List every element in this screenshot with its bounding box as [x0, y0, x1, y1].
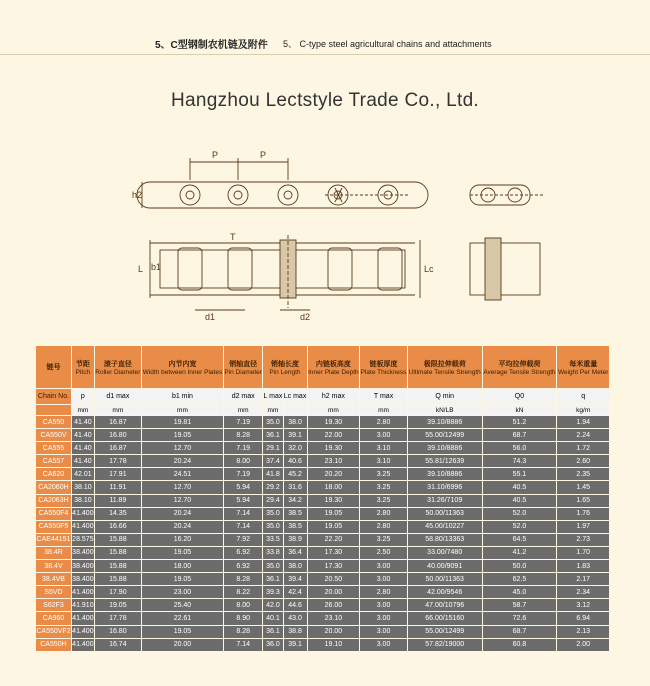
table-cell: 31.26/7109	[408, 495, 482, 507]
table-cell: 16.87	[95, 442, 141, 454]
chain-number-cell: CA550	[36, 416, 71, 428]
table-cell: 22.61	[142, 612, 223, 624]
table-cell: 58.7	[483, 599, 557, 611]
table-cell: 7.19	[224, 416, 262, 428]
table-cell: 8.22	[224, 586, 262, 598]
table-cell: 11.91	[95, 481, 141, 493]
table-row	[36, 481, 609, 493]
table-cell: 55.1	[483, 468, 557, 480]
table-cell: 15.88	[95, 534, 141, 546]
table-cell: 14.35	[95, 508, 141, 520]
table-cell: 22.20	[308, 534, 360, 546]
table-cell: 1.65	[557, 495, 609, 507]
table-cell: 7.19	[224, 468, 262, 480]
table-cell: 2.80	[360, 416, 407, 428]
table-row	[36, 626, 609, 638]
table-cell: 38.400	[72, 547, 94, 559]
table-cell: 3.25	[360, 495, 407, 507]
table-cell: 19.30	[308, 416, 360, 428]
symbol-cell: L max	[263, 389, 282, 404]
table-cell: 7.19	[224, 442, 262, 454]
table-cell: 8.28	[224, 573, 262, 585]
table-row	[36, 495, 609, 507]
table-cell: 3.10	[360, 455, 407, 467]
table-cell: 25.40	[142, 599, 223, 611]
company-name: Hangzhou Lectstyle Trade Co., Ltd.	[170, 90, 480, 111]
symbol-cell: Q min	[408, 389, 482, 404]
header-cell: 内节内宽 Width between Inner Plates	[142, 346, 223, 388]
table-cell: 40.5	[483, 481, 557, 493]
table-cell: 41.400	[72, 508, 94, 520]
table-row	[36, 468, 609, 480]
table-cell: 20.20	[308, 468, 360, 480]
chain-number-cell: 38.4VB	[36, 573, 71, 585]
table-cell: 41.400	[72, 626, 94, 638]
table-cell: 17.30	[308, 547, 360, 559]
unit-cell: kN	[483, 405, 557, 415]
table-cell: 1.97	[557, 521, 609, 533]
table-cell: 1.83	[557, 560, 609, 572]
chain-number-cell: CA550V	[36, 429, 71, 441]
unit-cell: mm	[360, 405, 407, 415]
table-cell: 2.80	[360, 521, 407, 533]
table-cell: 38.10	[72, 495, 94, 507]
table-cell: 39.3	[263, 586, 282, 598]
table-cell: 39.1	[284, 429, 307, 441]
table-cell: 2.35	[557, 468, 609, 480]
table-cell: 38.8	[284, 626, 307, 638]
plate-hole-2	[228, 185, 248, 205]
table-cell: 64.5	[483, 534, 557, 546]
table-cell: 22.00	[308, 429, 360, 441]
header-cell: 每米重量 Weight Per Meter	[557, 346, 609, 388]
table-cell: 29.1	[263, 442, 282, 454]
label-d2: d2	[300, 312, 311, 322]
table-cell: 2.00	[557, 639, 609, 651]
label-t: T	[230, 232, 236, 242]
table-cell: 23.10	[308, 612, 360, 624]
end-view-body	[470, 243, 540, 295]
table-cell: 1.45	[557, 481, 609, 493]
table-symbol-row	[36, 389, 609, 404]
table-cell: 68.7	[483, 429, 557, 441]
chain-number-cell: CA550F5	[36, 521, 71, 533]
table-cell: 36.1	[263, 626, 282, 638]
table-cell: 3.00	[360, 599, 407, 611]
table-cell: 38.5	[284, 521, 307, 533]
label-pitch-1: P	[212, 150, 219, 160]
unit-cell: kN/LB	[408, 405, 482, 415]
table-cell: 5.94	[224, 495, 262, 507]
chain-technical-drawing	[0, 140, 650, 340]
table-cell: 6.92	[224, 560, 262, 572]
table-cell: 50.00/11363	[408, 508, 482, 520]
table-cell: 28.575	[72, 534, 94, 546]
table-row	[36, 560, 609, 572]
table-row	[36, 612, 609, 624]
table-cell: 41.40	[72, 442, 94, 454]
header-english-title: 5、 C-type steel agricultural chains and attachments	[283, 39, 492, 49]
table-cell: 2.50	[360, 547, 407, 559]
table-cell: 15.88	[95, 547, 141, 559]
table-cell: 74.3	[483, 455, 557, 467]
table-cell: 16.80	[95, 429, 141, 441]
table-cell: 39.4	[284, 573, 307, 585]
label-b1: b1	[151, 262, 162, 272]
chain-number-cell: CAE44151	[36, 534, 71, 546]
table-cell: 3.25	[360, 534, 407, 546]
chain-spec-table	[35, 345, 610, 652]
table-cell: 20.50	[308, 573, 360, 585]
table-cell: 31.6	[284, 481, 307, 493]
table-cell: 1.72	[557, 442, 609, 454]
table-cell: 15.88	[95, 560, 141, 572]
table-cell: 8.28	[224, 626, 262, 638]
table-cell: 55.00/12499	[408, 429, 482, 441]
table-cell: 19.30	[308, 495, 360, 507]
header-cell: 销轴长度 Pin Length	[263, 346, 306, 388]
table-cell: 19.05	[308, 521, 360, 533]
table-cell: 41.2	[483, 547, 557, 559]
table-cell: 7.14	[224, 521, 262, 533]
table-row	[36, 429, 609, 441]
unit-cell: mm	[308, 405, 360, 415]
chain-number-cell: CA2060H	[36, 481, 71, 493]
header-chinese-title: 5、C型钢制农机链及附件	[155, 40, 268, 51]
table-cell: 17.78	[95, 455, 141, 467]
table-cell: 3.12	[557, 599, 609, 611]
table-cell: 1.70	[557, 547, 609, 559]
table-cell: 55.00/12499	[408, 626, 482, 638]
table-cell: 38.0	[284, 560, 307, 572]
table-cell: 40.5	[483, 495, 557, 507]
table-cell: 12.70	[142, 442, 223, 454]
table-cell: 38.5	[284, 508, 307, 520]
table-cell: 7.14	[224, 639, 262, 651]
table-cell: 3.00	[360, 560, 407, 572]
table-cell: 23.10	[308, 455, 360, 467]
table-row	[36, 586, 609, 598]
header-cell: 链板厚度 Plate Thickness	[360, 346, 407, 388]
chain-number-cell: CA550F4	[36, 508, 71, 520]
table-cell: 3.00	[360, 612, 407, 624]
table-cell: 50.00/11363	[408, 573, 482, 585]
label-h2: h2	[132, 190, 143, 200]
chain-number-cell: CA960	[36, 612, 71, 624]
table-cell: 31.10/6996	[408, 481, 482, 493]
table-cell: 5.94	[224, 481, 262, 493]
table-cell: 19.05	[142, 626, 223, 638]
chain-number-cell: CA550H	[36, 639, 71, 651]
chain-number-cell: CA2063H	[36, 495, 71, 507]
table-cell: 24.51	[142, 468, 223, 480]
table-cell: 17.91	[95, 468, 141, 480]
symbol-cell: q	[557, 389, 609, 404]
table-cell: 29.2	[263, 481, 282, 493]
table-cell: 18.00	[308, 481, 360, 493]
table-cell: 43.0	[284, 612, 307, 624]
table-cell: 42.0	[263, 599, 282, 611]
unit-cell	[36, 405, 71, 415]
table-cell: 2.80	[360, 508, 407, 520]
table-cell: 19.05	[308, 508, 360, 520]
unit-cell: kg/m	[557, 405, 609, 415]
table-cell: 41.8	[263, 468, 282, 480]
table-cell: 3.00	[360, 626, 407, 638]
table-cell: 3.25	[360, 481, 407, 493]
table-cell: 16.74	[95, 639, 141, 651]
table-cell: 20.24	[142, 521, 223, 533]
table-cell: 51.2	[483, 416, 557, 428]
table-cell: 19.81	[142, 416, 223, 428]
unit-cell: mm	[95, 405, 141, 415]
table-cell: 32.0	[284, 442, 307, 454]
table-cell: 58.80/13363	[408, 534, 482, 546]
table-cell: 38.10	[72, 481, 94, 493]
table-cell: 12.70	[142, 481, 223, 493]
table-row	[36, 455, 609, 467]
table-cell: 41.400	[72, 639, 94, 651]
table-row	[36, 508, 609, 520]
table-cell: 11.89	[95, 495, 141, 507]
label-d1: d1	[205, 312, 216, 322]
plate-hole-1	[180, 185, 200, 205]
table-cell: 44.6	[284, 599, 307, 611]
table-cell: 23.00	[142, 586, 223, 598]
table-cell: 41.40	[72, 429, 94, 441]
table-cell: 42.4	[284, 586, 307, 598]
header-cell: 节距 Pitch	[72, 346, 94, 388]
table-cell: 40.1	[263, 612, 282, 624]
section-header	[0, 0, 650, 78]
table-cell: 2.34	[557, 586, 609, 598]
table-cell: 2.17	[557, 573, 609, 585]
table-cell: 33.8	[263, 547, 282, 559]
table-cell: 72.6	[483, 612, 557, 624]
symbol-cell: d1 max	[95, 389, 141, 404]
table-cell: 38.400	[72, 573, 94, 585]
symbol-cell: T max	[360, 389, 407, 404]
table-cell: 40.00/9091	[408, 560, 482, 572]
table-cell: 47.00/10796	[408, 599, 482, 611]
table-cell: 16.87	[95, 416, 141, 428]
table-cell: 41.400	[72, 586, 94, 598]
unit-cell	[284, 405, 307, 415]
symbol-cell: d2 max	[224, 389, 262, 404]
header-cell: 极限拉伸载荷 Ultimate Tensile Strength	[408, 346, 482, 388]
table-header-row	[36, 346, 609, 388]
chain-number-cell: CA555	[36, 442, 71, 454]
table-cell: 68.7	[483, 626, 557, 638]
symbol-cell: b1 min	[142, 389, 223, 404]
table-cell: 36.1	[263, 429, 282, 441]
symbol-cell: Lc max	[284, 389, 307, 404]
table-cell: 3.00	[360, 639, 407, 651]
table-cell: 20.24	[142, 508, 223, 520]
table-cell: 2.13	[557, 626, 609, 638]
chain-number-cell: CA557	[36, 455, 71, 467]
symbol-cell: p	[72, 389, 94, 404]
table-cell: 33.00/7480	[408, 547, 482, 559]
table-cell: 41.40	[72, 416, 94, 428]
table-cell: 16.20	[142, 534, 223, 546]
table-cell: 33.5	[263, 534, 282, 546]
table-cell: 55.81/12639	[408, 455, 482, 467]
symbol-cell: Chain No.	[36, 389, 71, 404]
table-cell: 42.01	[72, 468, 94, 480]
table-row	[36, 442, 609, 454]
table-cell: 16.80	[95, 626, 141, 638]
table-cell: 19.05	[95, 599, 141, 611]
table-cell: 41.400	[72, 612, 94, 624]
table-cell: 35.0	[263, 560, 282, 572]
table-cell: 40.6	[284, 455, 307, 467]
table-row	[36, 547, 609, 559]
table-cell: 19.10	[308, 639, 360, 651]
table-cell: 56.0	[483, 442, 557, 454]
table-unit-row	[36, 405, 609, 415]
table-cell: 26.00	[308, 599, 360, 611]
table-cell: 38.0	[284, 416, 307, 428]
table-cell: 3.10	[360, 442, 407, 454]
unit-cell: mm	[72, 405, 94, 415]
table-cell: 45.2	[284, 468, 307, 480]
table-cell: 38.400	[72, 560, 94, 572]
table-cell: 19.05	[142, 429, 223, 441]
label-l: L	[138, 264, 144, 274]
chain-number-cell: 38.4R	[36, 547, 71, 559]
table-cell: 6.94	[557, 612, 609, 624]
table-cell: 36.1	[263, 573, 282, 585]
table-cell: 66.00/15160	[408, 612, 482, 624]
header-cell: 滚子直径 Roller Diameter	[95, 346, 141, 388]
table-cell: 17.30	[308, 560, 360, 572]
table-cell: 50.0	[483, 560, 557, 572]
table-cell: 15.88	[95, 573, 141, 585]
chain-number-cell: S5VD	[36, 586, 71, 598]
table-cell: 42.00/9546	[408, 586, 482, 598]
table-cell: 20.00	[142, 639, 223, 651]
table-cell: 35.0	[263, 521, 282, 533]
plate-hole-3	[278, 185, 298, 205]
table-cell: 3.00	[360, 429, 407, 441]
table-row	[36, 573, 609, 585]
table-cell: 3.25	[360, 468, 407, 480]
chain-number-cell: 38.4V	[36, 560, 71, 572]
table-cell: 19.05	[142, 547, 223, 559]
table-cell: 41.910	[72, 599, 94, 611]
table-cell: 52.0	[483, 521, 557, 533]
table-row	[36, 534, 609, 546]
table-cell: 57.82/19000	[408, 639, 482, 651]
unit-cell: mm	[142, 405, 223, 415]
table-cell: 8.28	[224, 429, 262, 441]
table-cell: 39.10/8886	[408, 442, 482, 454]
header-cell: 销轴直径 Pin Diameter	[224, 346, 262, 388]
table-cell: 39.1	[284, 639, 307, 651]
table-cell: 3.00	[360, 573, 407, 585]
header-cell: 链号	[36, 346, 71, 388]
header-cell: 内链板高度 Inner Plate Depth	[308, 346, 360, 388]
table-cell: 8.00	[224, 599, 262, 611]
table-cell: 2.24	[557, 429, 609, 441]
table-row	[36, 639, 609, 651]
table-cell: 8.00	[224, 455, 262, 467]
table-cell: 7.14	[224, 508, 262, 520]
table-cell: 20.24	[142, 455, 223, 467]
chain-number-cell: CA620	[36, 468, 71, 480]
table-cell: 17.90	[95, 586, 141, 598]
table-cell: 1.94	[557, 416, 609, 428]
table-cell: 7.92	[224, 534, 262, 546]
unit-cell: mm	[263, 405, 282, 415]
table-cell: 1.76	[557, 508, 609, 520]
table-cell: 36.0	[263, 639, 282, 651]
unit-cell: mm	[224, 405, 262, 415]
table-cell: 45.0	[483, 586, 557, 598]
table-cell: 6.92	[224, 547, 262, 559]
table-cell: 38.9	[284, 534, 307, 546]
table-cell: 19.05	[142, 573, 223, 585]
table-row	[36, 416, 609, 428]
symbol-cell: Q0	[483, 389, 557, 404]
table-cell: 34.2	[284, 495, 307, 507]
label-pitch-2: P	[260, 150, 267, 160]
table-cell: 45.00/10227	[408, 521, 482, 533]
table-cell: 39.10/8886	[408, 416, 482, 428]
table-cell: 35.0	[263, 508, 282, 520]
table-cell: 20.00	[308, 626, 360, 638]
table-cell: 41.40	[72, 455, 94, 467]
table-cell: 17.78	[95, 612, 141, 624]
chain-number-cell: S62F3	[36, 599, 71, 611]
symbol-cell: h2 max	[308, 389, 360, 404]
table-cell: 2.80	[360, 586, 407, 598]
table-cell: 18.00	[142, 560, 223, 572]
chain-number-cell: CA550VF2	[36, 626, 71, 638]
table-cell: 29.4	[263, 495, 282, 507]
table-row	[36, 599, 609, 611]
table-cell: 41.400	[72, 521, 94, 533]
table-cell: 35.0	[263, 416, 282, 428]
table-cell: 36.4	[284, 547, 307, 559]
table-cell: 62.5	[483, 573, 557, 585]
table-cell: 60.8	[483, 639, 557, 651]
table-cell: 12.70	[142, 495, 223, 507]
table-cell: 52.0	[483, 508, 557, 520]
table-row	[36, 521, 609, 533]
table-cell: 2.60	[557, 455, 609, 467]
table-cell: 20.00	[308, 586, 360, 598]
table-cell: 16.66	[95, 521, 141, 533]
label-lc: Lc	[424, 264, 434, 274]
table-cell: 37.4	[263, 455, 282, 467]
table-cell: 19.30	[308, 442, 360, 454]
table-cell: 8.90	[224, 612, 262, 624]
table-cell: 39.10/8886	[408, 468, 482, 480]
table-cell: 2.73	[557, 534, 609, 546]
header-cell: 平均拉伸载荷 Average Tensile Strength	[483, 346, 557, 388]
